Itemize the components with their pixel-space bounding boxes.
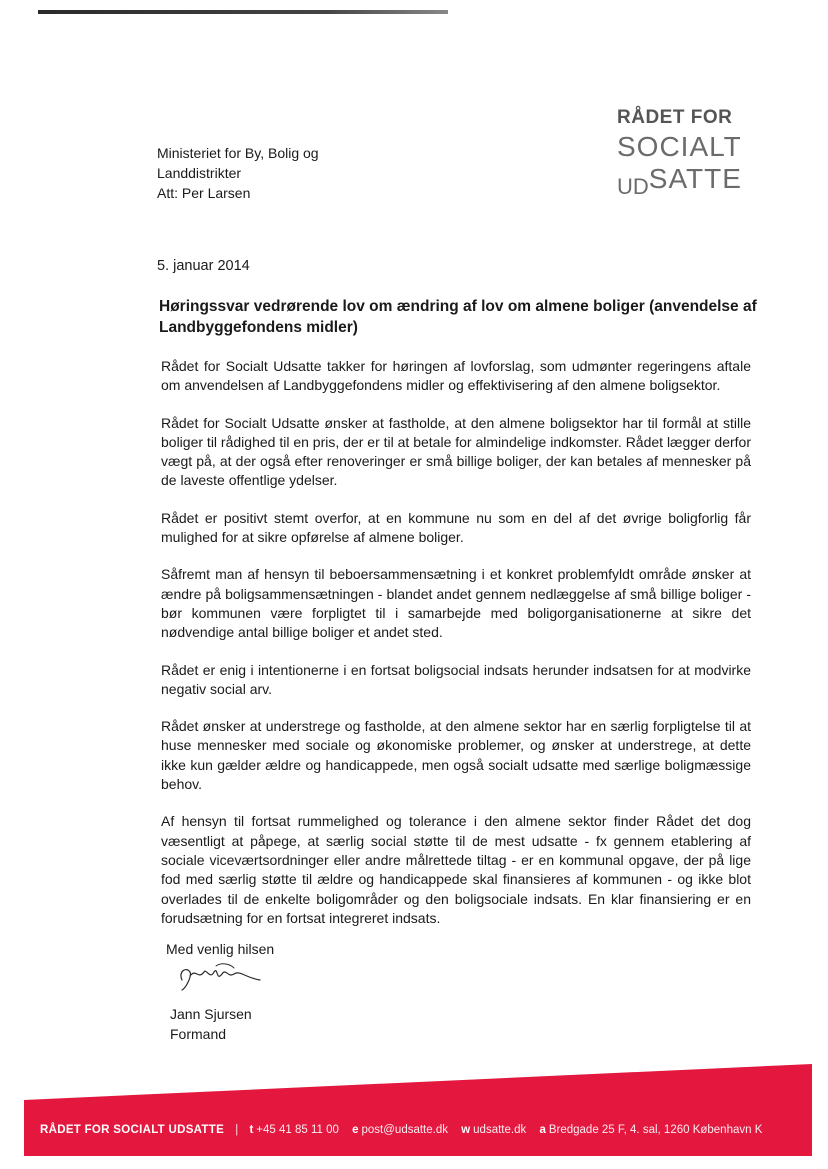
letter-title: Høringssvar vedrørende lov om ændring af lov om almene boliger (anvendelse af Landbyggefondens midler) <box>159 298 757 336</box>
footer-band <box>0 1060 828 1169</box>
letter-body <box>161 357 751 946</box>
logo-line-1: RÅDET FOR <box>617 107 733 128</box>
logo-line-3-sub: UD <box>617 174 649 199</box>
signer-role: Formand <box>170 1026 227 1042</box>
body-paragraph: Rådet er enig i intentionerne i en fortsat boligsocial indsats herunder indsatsen for at modvirke negativ social arv. <box>161 661 751 697</box>
organization-logo <box>617 108 757 198</box>
footer-address: Bredgade 25 F, 4. sal, 1260 København K <box>548 1124 763 1136</box>
address-line: Ministeriet for By, Bolig og <box>157 145 319 161</box>
address-line: Landdistrikter <box>157 165 242 181</box>
handwritten-signature <box>176 958 266 992</box>
footer-contact <box>40 1124 820 1136</box>
logo-line-3-main: SATTE <box>648 163 742 194</box>
body-paragraph: Rådet er positivt stemt overfor, at en kommune nu som en del af det øvrige boligforlig får mulighed for at sikre opførelse af almene boliger. <box>161 509 751 546</box>
footer-address-key: a <box>539 1124 546 1136</box>
signer-name: Jann Sjursen <box>170 1006 252 1022</box>
footer-red-shape <box>24 1064 812 1156</box>
body-paragraph: Rådet ønsker at understrege og fastholde, at den almene sektor har en særlig forpligtelse til at huse mennesker med sociale og økonomiske problemer, og ønsker at understrege, at dette ikke kun gælder ældre og handicappede, men også socialt udsatte med særlige boligmæssige behov. <box>161 718 751 793</box>
signer-block <box>170 1004 252 1044</box>
footer-phone-key: t <box>249 1124 254 1136</box>
footer-phone: +45 41 85 11 00 <box>256 1124 339 1136</box>
closing-greeting: Med venlig hilsen <box>166 941 275 957</box>
letter-date: 5. januar 2014 <box>157 258 250 274</box>
body-paragraph: Rådet for Socialt Udsatte ønsker at fastholde, at den almene boligsektor har til formål at stille boliger til rådighed til en pris, der er til at betale for almindelige indkomster. Rådet lægger derfor vægt på, at der også efter renoveringer er små billige boliger, der kan betales af mennesker på de laveste offentlige ydelser. <box>161 414 751 489</box>
scan-artifact-bar <box>38 10 448 14</box>
address-line: Att: Per Larsen <box>157 185 251 201</box>
body-paragraph: Såfremt man af hensyn til beboersammensætning i et konkret problemfyldt område ønsker at ændre på boligsammensætningen - blandet andet gennem nedlæggelse af små billige boliger - bør kommunen være forpligtet til i samarbejde med boligorganisationerne at sikre det nødvendige antal billige boliger et andet sted. <box>161 566 751 641</box>
footer-email-key: e <box>352 1124 359 1136</box>
footer-separator: | <box>235 1124 239 1136</box>
logo-line-2: SOCIALT <box>617 131 742 162</box>
footer-web-key: w <box>461 1124 471 1136</box>
body-paragraph: Af hensyn til fortsat rummelighed og tolerance i den almene sektor finder Rådet det dog væsentligt at påpege, at særlig social støtte til de mest udsatte - fx gennem etablering af sociale viceværtsordninger eller andre målrettede tiltag - er en kommunal opgave, der på lige fod med særlig støtte til ældre og handicappede skal finansieres af kommunen - og ikke blot overlades til de enkelte boligområder og den boligsociale indsats. En klar finansiering er en forudsætning for en fortsat integreret indsats. <box>161 813 751 926</box>
footer-web: udsatte.dk <box>473 1124 527 1136</box>
logo-line-3 <box>617 165 757 198</box>
footer-org-name: RÅDET FOR SOCIALT UDSATTE <box>40 1124 225 1136</box>
footer-email: post@udsatte.dk <box>361 1124 448 1136</box>
body-paragraph: Rådet for Socialt Udsatte takker for høringen af lovforslag, som udmønter regeringens aftale om anvendelsen af Landbyggefondens midler og effektivisering af den almene boligsektor. <box>161 358 751 394</box>
recipient-address <box>157 143 319 203</box>
